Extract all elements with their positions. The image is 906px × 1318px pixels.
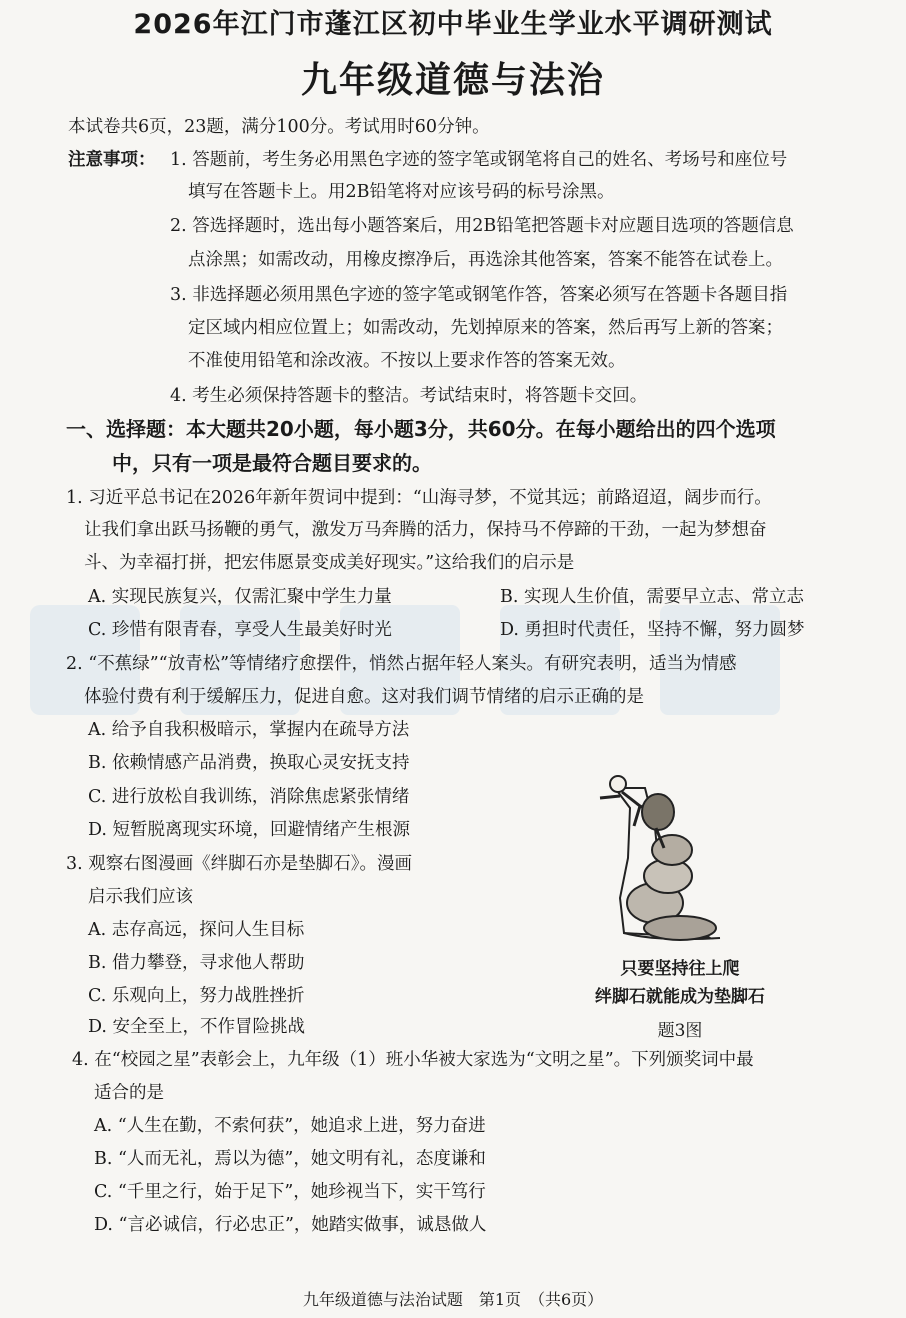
cartoon-figure bbox=[560, 768, 790, 1041]
cartoon-caption: 只要坚持往上爬 bbox=[620, 959, 740, 979]
question-1-option-d: D. 勇担时代责任，坚持不懈，努力圆梦 bbox=[500, 620, 805, 640]
question-3-stem: 3. 观察右图漫画《绊脚石亦是垫脚石》。漫画 bbox=[66, 854, 413, 874]
notice-line: 填写在答题卡上。用2B铅笔将对应该号码的标号涂黑。 bbox=[188, 182, 615, 202]
question-3-option-a: A. 志存高远，探问人生目标 bbox=[88, 920, 305, 940]
question-4-stem: 适合的是 bbox=[94, 1083, 164, 1103]
exam-subject: 九年级道德与法治 bbox=[300, 60, 605, 101]
cartoon-caption: 绊脚石就能成为垫脚石 bbox=[595, 987, 765, 1007]
question-4-stem: 4. 在“校园之星”表彰会上，九年级（1）班小华被大家选为“文明之星”。下列颁奖词中最 bbox=[72, 1050, 754, 1070]
question-2-option-a: A. 给予自我积极暗示，掌握内在疏导方法 bbox=[88, 720, 410, 740]
question-2-option-c: C. 进行放松自我训练，消除焦虑紧张情绪 bbox=[88, 787, 410, 807]
question-4-option-b: B. “人而无礼，焉以为德”，她文明有礼，态度谦和 bbox=[94, 1149, 486, 1169]
question-1-stem: 1. 习近平总书记在2026年新年贺词中提到：“山海寻梦，不觉其远；前路迢迢，阔步而行。 bbox=[66, 488, 772, 508]
question-3-option-c: C. 乐观向上，努力战胜挫折 bbox=[88, 986, 305, 1006]
page-footer: 九年级道德与法治试题 第1页 （共6页） bbox=[302, 1290, 604, 1309]
question-2-option-b: B. 依赖情感产品消费，换取心灵安抚支持 bbox=[88, 753, 410, 773]
notice-line: 4. 考生必须保持答题卡的整洁。考试结束时，将答题卡交回。 bbox=[170, 386, 648, 406]
question-2-option-d: D. 短暂脱离现实环境，回避情绪产生根源 bbox=[88, 820, 411, 840]
question-4-option-a: A. “人生在勤，不索何获”，她追求上进，努力奋进 bbox=[94, 1116, 486, 1136]
notice-line: 3. 非选择题必须用黑色字迹的签字笔或钢笔作答，答案必须写在答题卡各题目指 bbox=[170, 285, 788, 305]
section-heading-cont: 中，只有一项是最符合题目要求的。 bbox=[112, 451, 432, 475]
question-3-option-b: B. 借力攀登，寻求他人帮助 bbox=[88, 953, 305, 973]
question-1-option-c: C. 珍惜有限青春，享受人生最美好时光 bbox=[88, 620, 392, 640]
notice-line: 定区域内相应位置上；如需改动，先划掉原来的答案，然后再写上新的答案； bbox=[188, 318, 783, 338]
notice-line: 点涂黑；如需改动，用橡皮擦净后，再选涂其他答案，答案不能答在试卷上。 bbox=[188, 250, 783, 270]
notice-line: 不准使用铅笔和涂改液。不按以上要求作答的答案无效。 bbox=[188, 351, 626, 371]
notice-label: 注意事项： bbox=[68, 150, 156, 170]
notice-line: 1. 答题前，考生务必用黑色字迹的签字笔或钢笔将自己的姓名、考场号和座位号 bbox=[170, 150, 788, 170]
exam-intro: 本试卷共6页，23题，满分100分。考试用时60分钟。 bbox=[68, 117, 490, 137]
question-2-stem: 体验付费有利于缓解压力，促进自愈。这对我们调节情绪的启示正确的是 bbox=[84, 687, 644, 707]
exam-title: 2026年江门市蓬江区初中毕业生学业水平调研测试 bbox=[133, 9, 773, 40]
notice-line: 2. 答选择题时，选出每小题答案后，用2B铅笔把答题卡对应题目选项的答题信息 bbox=[170, 216, 794, 236]
question-1-stem: 斗、为幸福打拼，把宏伟愿景变成美好现实。”这给我们的启示是 bbox=[84, 553, 575, 573]
question-1-stem: 让我们拿出跃马扬鞭的勇气，激发万马奔腾的活力，保持马不停蹄的干劲，一起为梦想奋 bbox=[84, 520, 767, 540]
question-2-stem: 2. “不蕉绿”“放青松”等情绪疗愈摆件，悄然占据年轻人案头。有研究表明，适当为情感 bbox=[66, 654, 737, 674]
section-heading: 一、选择题：本大题共20小题，每小题3分，共60分。在每小题给出的四个选项 bbox=[66, 417, 776, 441]
question-4-option-c: C. “千里之行，始于足下”，她珍视当下，实干笃行 bbox=[94, 1182, 486, 1202]
question-3-stem: 启示我们应该 bbox=[88, 887, 193, 907]
question-1-option-b: B. 实现人生价值，需要早立志、常立志 bbox=[500, 587, 804, 607]
climber-cartoon-illustration bbox=[560, 768, 760, 948]
question-4-option-d: D. “言必诚信，行必忠正”，她踏实做事，诚恳做人 bbox=[94, 1215, 487, 1235]
question-1-option-a: A. 实现民族复兴，仅需汇聚中学生力量 bbox=[88, 587, 392, 607]
figure-label: 题3图 bbox=[657, 1021, 703, 1041]
question-3-option-d: D. 安全至上，不作冒险挑战 bbox=[88, 1017, 306, 1037]
